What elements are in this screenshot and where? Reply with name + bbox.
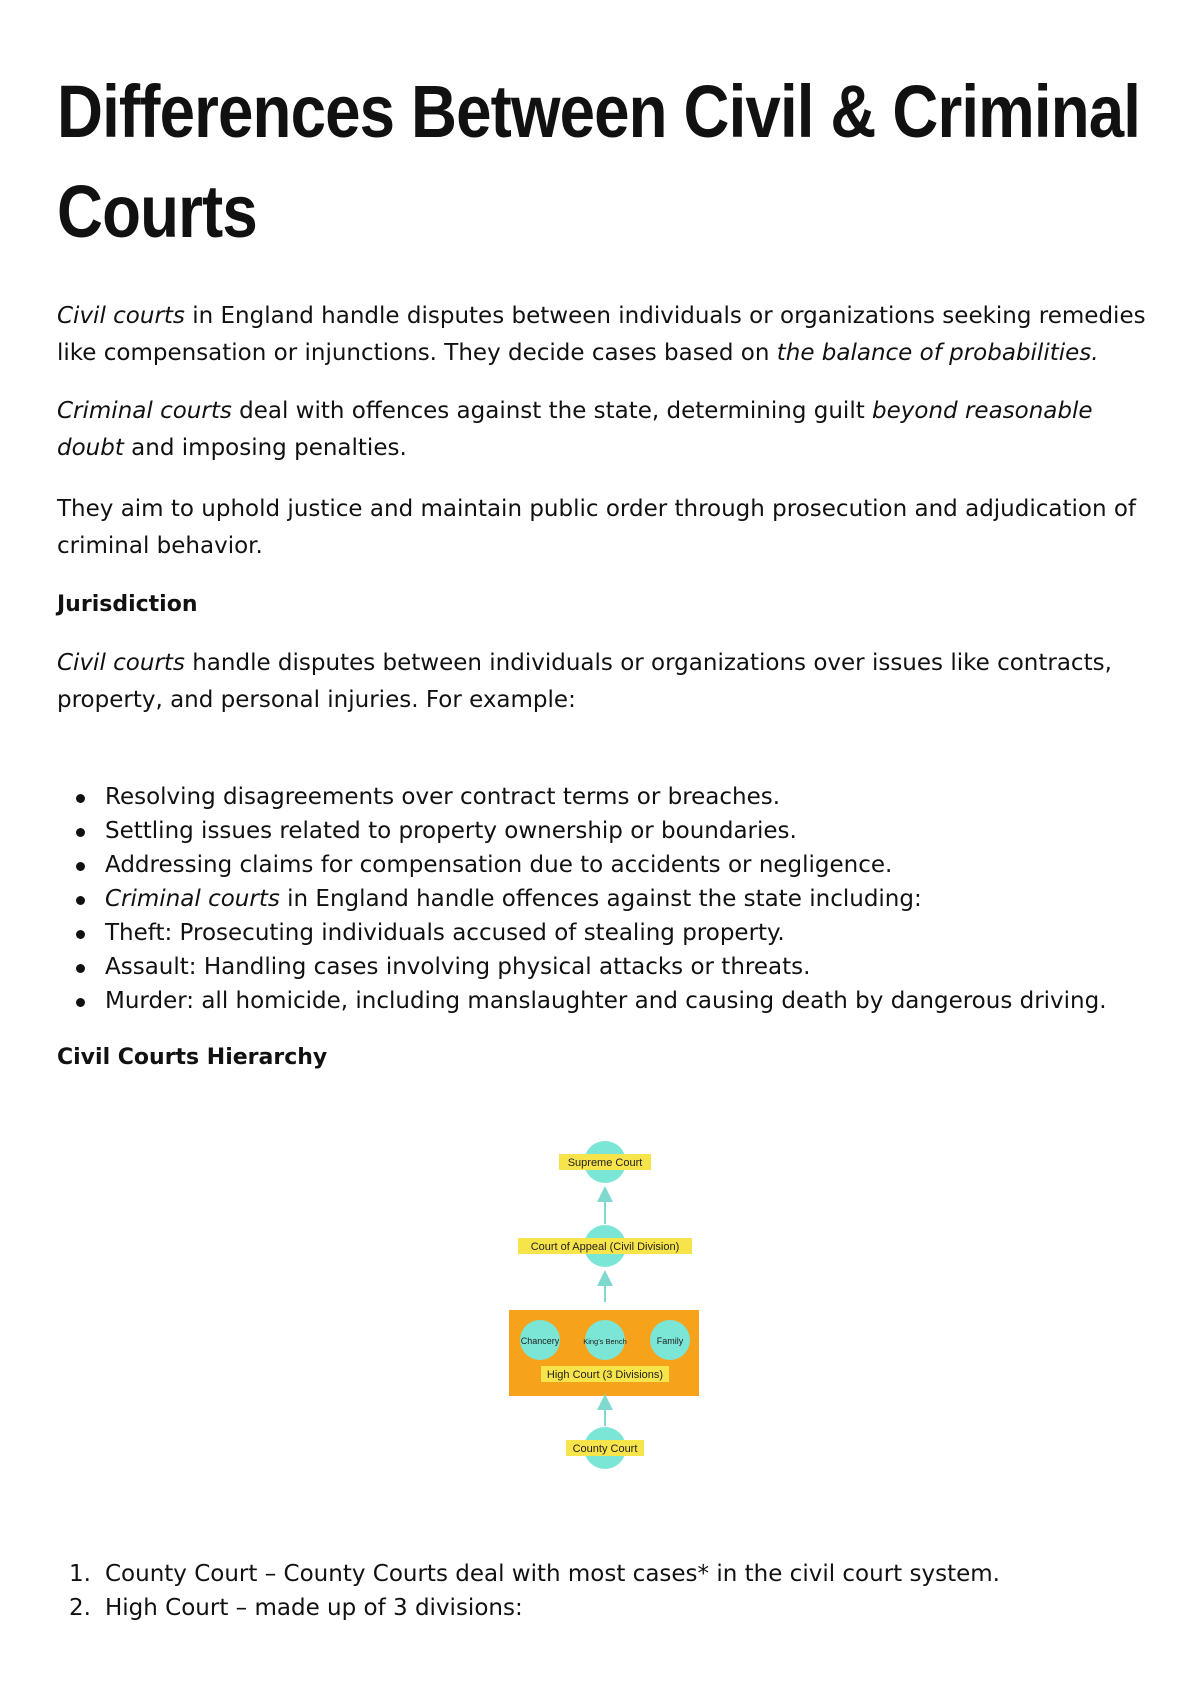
intro-civil-paragraph: Civil courts in England handle disputes between individuals or organizations seeking remedies like compensation or injunctions. They decide cases based on the balance of probabilities. xyxy=(57,303,1146,366)
courts-numbered-list xyxy=(57,1557,1000,1625)
jurisdiction-bullet-list xyxy=(57,780,1147,1018)
emphasis: the balance of probabilities. xyxy=(776,340,1099,366)
intro-criminal-paragraph: Criminal courts deal with offences against the state, determining guilt beyond reasonable doubt and imposing penalties. xyxy=(57,398,1093,461)
high-court-label: High Court (3 Divisions) xyxy=(546,1369,664,1381)
list-item: Assault: Handling cases involving physical attacks or threats. xyxy=(57,950,1147,984)
court-of-appeal-label: Court of Appeal (Civil Division) xyxy=(530,1241,680,1253)
emphasis: Civil courts xyxy=(57,303,185,329)
emphasis: Criminal courts xyxy=(57,398,232,424)
list-item: Addressing claims for compensation due to accidents or negligence. xyxy=(57,848,1147,882)
emphasis: Civil courts xyxy=(57,650,185,676)
list-item: 2. High Court – made up of 3 divisions: xyxy=(69,1595,523,1621)
list-item: 1. County Court – County Courts deal with most cases* in the civil court system. xyxy=(69,1561,1000,1587)
emphasis: beyond reasonable doubt xyxy=(57,398,1093,461)
kings-bench-label: King's Bench xyxy=(583,1337,627,1346)
intro-aim-paragraph: They aim to uphold justice and maintain public order through prosecution and adjudication of criminal behavior. xyxy=(57,496,1137,559)
list-item: Theft: Prosecuting individuals accused of stealing property. xyxy=(57,916,1147,950)
document-page xyxy=(57,62,1147,1076)
family-label: Family xyxy=(656,1336,684,1346)
civil-courts-hierarchy-diagram xyxy=(490,1138,720,1478)
page-title: Differences Between Civil & Criminal Courts xyxy=(57,70,1141,253)
jurisdiction-paragraph: Civil courts handle disputes between individuals or organizations over issues like contracts, property, and personal injuries. For example: xyxy=(57,650,1112,713)
list-item: Murder: all homicide, including manslaughter and causing death by dangerous driving. xyxy=(57,984,1147,1018)
chancery-label: Chancery xyxy=(520,1336,560,1346)
jurisdiction-heading: Jurisdiction xyxy=(57,592,198,617)
list-item: Criminal courts in England handle offences against the state including: xyxy=(57,882,1147,916)
hierarchy-heading: Civil Courts Hierarchy xyxy=(57,1045,328,1070)
supreme-court-label: Supreme Court xyxy=(567,1157,643,1169)
list-item: Settling issues related to property ownership or boundaries. xyxy=(57,814,1147,848)
county-court-label: County Court xyxy=(572,1443,638,1455)
list-item: Resolving disagreements over contract terms or breaches. xyxy=(57,780,1147,814)
